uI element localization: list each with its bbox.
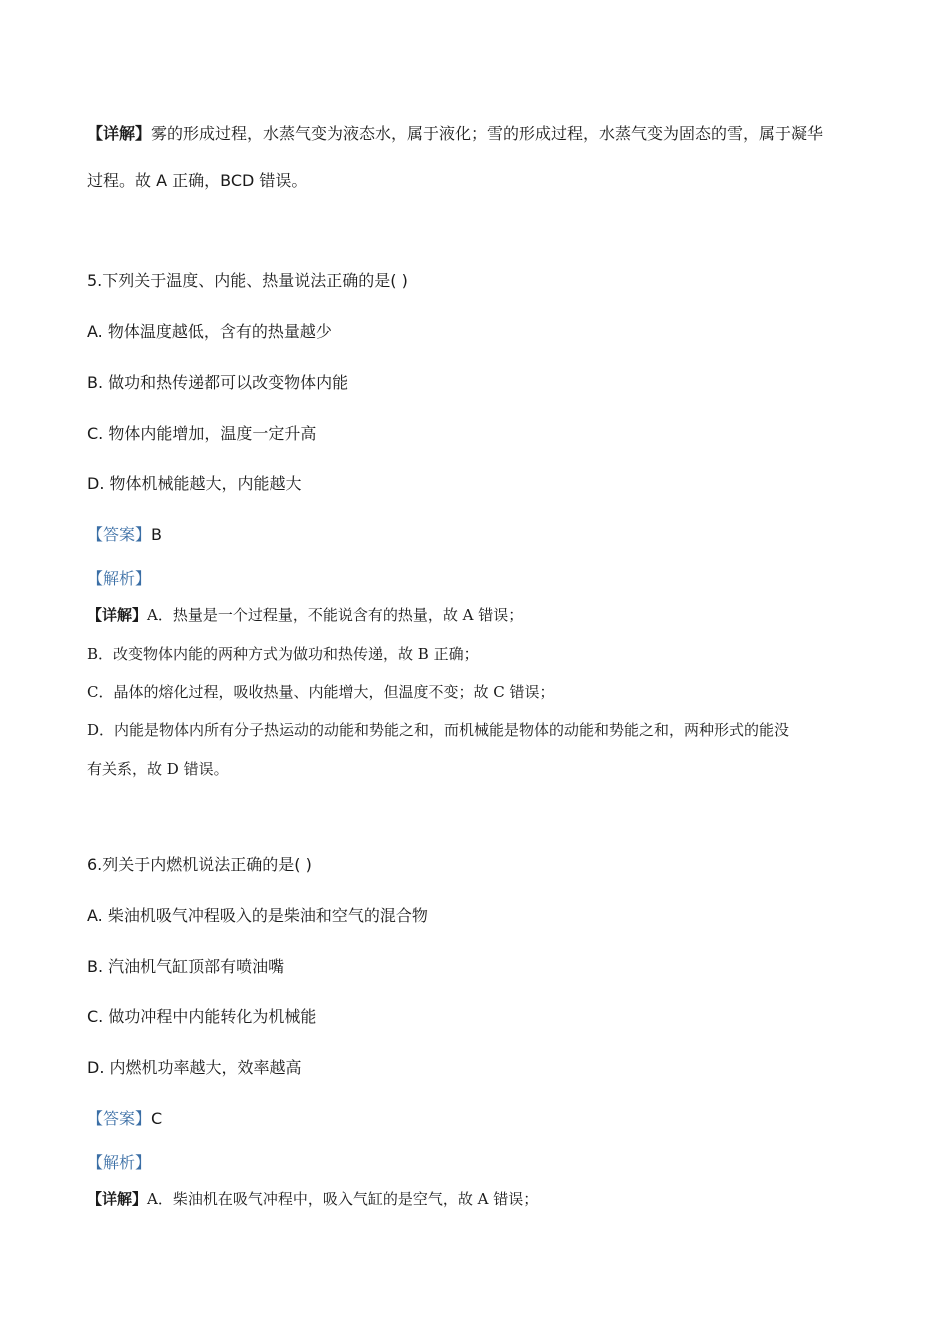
q6-analysis-tag: 【解析】	[87, 1153, 152, 1172]
q5-answer	[87, 522, 162, 545]
q6-detail-a	[87, 1188, 538, 1209]
q6-stem: 6.列关于内燃机说法正确的是( )	[87, 855, 312, 874]
q6-detail-a-text: A．柴油机在吸气冲程中，吸入气缸的是空气，故 A 错误；	[147, 1190, 539, 1208]
q5-detail-a	[87, 604, 523, 625]
q6-detail-tag: 【详解】	[87, 1190, 148, 1208]
q5-answer-value: B	[151, 525, 162, 544]
q6-option-b: B. 汽油机气缸顶部有喷油嘴	[87, 957, 285, 976]
q5-detail-d: D．内能是物体内所有分子热运动的动能和势能之和，而机械能是物体的动能和势能之和，两种形式的能没	[87, 721, 790, 739]
q6-answer-value: C	[151, 1109, 163, 1128]
q6-answer	[87, 1106, 162, 1129]
q5-detail-b: B．改变物体内能的两种方式为做功和热传递，故 B 正确；	[87, 645, 479, 663]
q4-detail-line-1	[87, 121, 823, 144]
q5-analysis-tag: 【解析】	[87, 569, 152, 588]
q4-detail-line-2: 过程。故 A 正确，BCD 错误。	[87, 171, 308, 190]
q5-detail-d-cont: 有关系，故 D 错误。	[87, 760, 229, 778]
q5-option-a: A. 物体温度越低，含有的热量越少	[87, 322, 332, 341]
q4-detail-text-1: 雾的形成过程，水蒸气变为液态水，属于液化；雪的形成过程，水蒸气变为固态的雪，属于凝华	[151, 124, 824, 143]
q6-answer-tag: 【答案】	[87, 1109, 152, 1128]
q6-option-d: D. 内燃机功率越大，效率越高	[87, 1058, 302, 1077]
q5-option-b: B. 做功和热传递都可以改变物体内能	[87, 373, 349, 392]
q5-detail-c: C．晶体的熔化过程，吸收热量、内能增大，但温度不变；故 C 错误；	[87, 683, 555, 701]
q5-option-c: C. 物体内能增加，温度一定升高	[87, 424, 317, 443]
q5-detail-a-text: A．热量是一个过程量，不能说含有的热量，故 A 错误；	[147, 606, 524, 624]
q6-option-a: A. 柴油机吸气冲程吸入的是柴油和空气的混合物	[87, 906, 428, 925]
q5-answer-tag: 【答案】	[87, 525, 152, 544]
q5-detail-tag: 【详解】	[87, 606, 148, 624]
q5-stem: 5.下列关于温度、内能、热量说法正确的是( )	[87, 271, 408, 290]
q5-option-d: D. 物体机械能越大，内能越大	[87, 474, 302, 493]
q4-detail-tag: 【详解】	[87, 124, 152, 143]
q6-option-c: C. 做功冲程中内能转化为机械能	[87, 1007, 317, 1026]
